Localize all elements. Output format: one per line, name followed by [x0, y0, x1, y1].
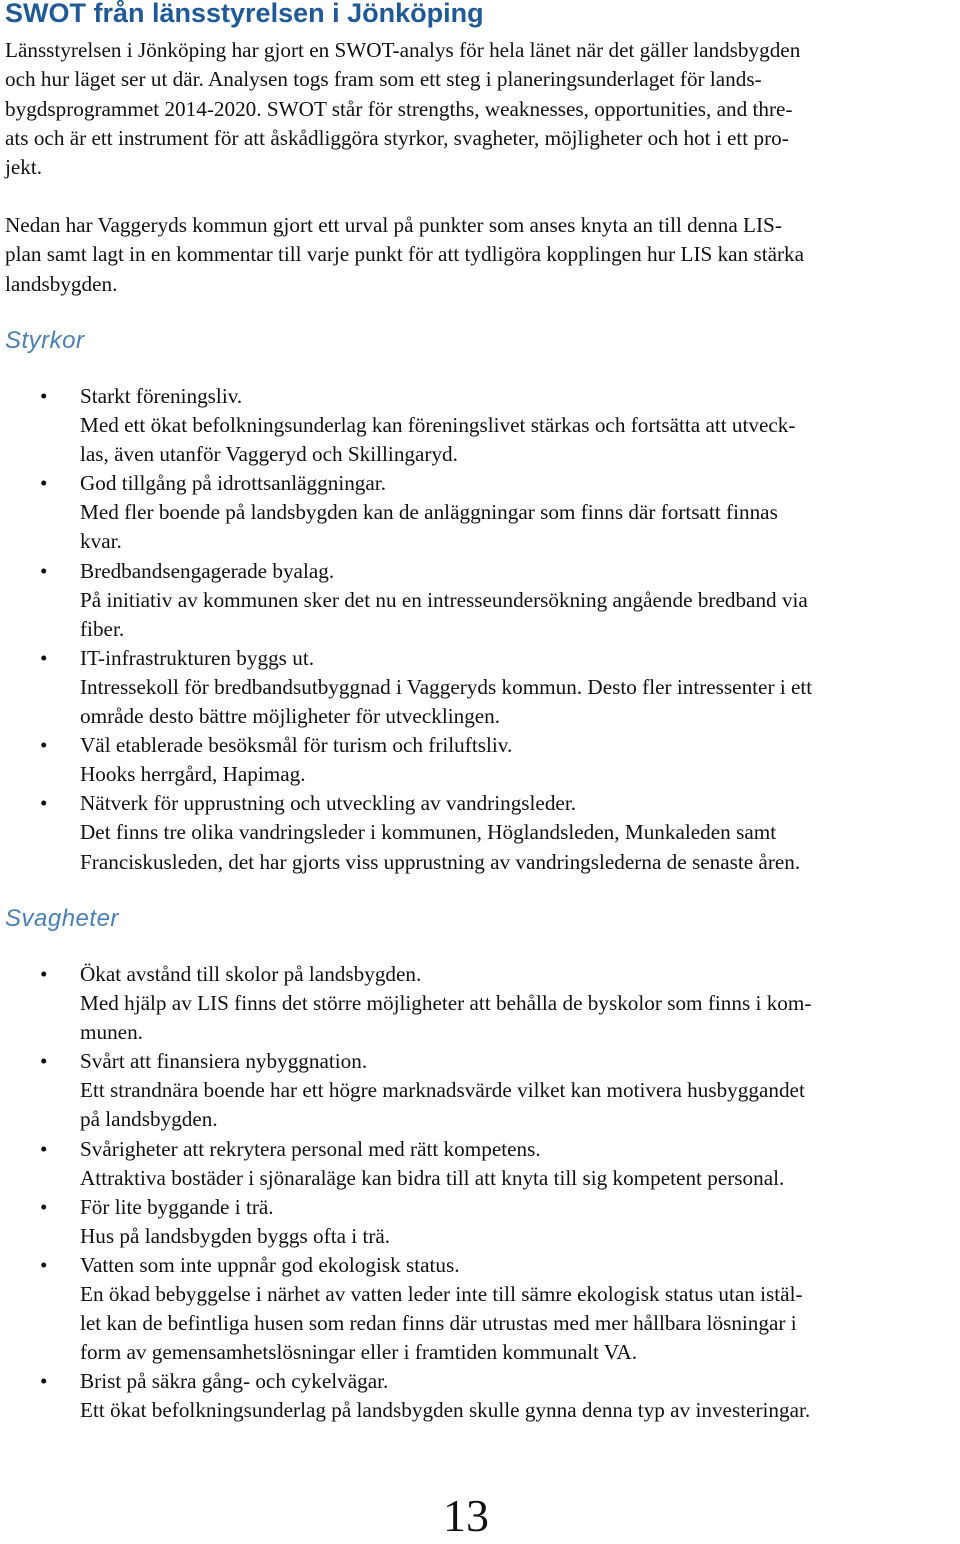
- selection-line: Nedan har Vaggeryds kommun gjort ett urval på punkter som anses knyta an till denna LIS-: [5, 213, 782, 237]
- selection-line: plan samt lagt in en kommentar till varje punkt för att tydligöra kopplingen hur LIS kan stärka: [5, 242, 805, 267]
- list-item: [0, 1193, 960, 1251]
- item-comment: Det finns tre olika vandringsleder i kommunen, Höglandsleden, Munkaleden samt: [80, 820, 777, 845]
- page-title: SWOT från länsstyrelsen i Jönköping: [5, 0, 484, 28]
- list-item: [0, 789, 960, 876]
- item-comment: Hus på landsbygden byggs ofta i trä.: [80, 1223, 391, 1248]
- list-item: [0, 1047, 960, 1134]
- bullet-icon: •: [40, 1194, 48, 1219]
- item-comment: Ett strandnära boende har ett högre marknadsvärde vilket kan motivera husbyggandet: [80, 1078, 805, 1103]
- list-item: [0, 960, 960, 1047]
- bullet-icon: •: [40, 645, 48, 670]
- intro-line: bygdsprogrammet 2014-2020. SWOT står för strengths, weaknesses, opportunities, and thre-: [5, 96, 793, 121]
- item-comment: Hooks herrgård, Hapimag.: [80, 762, 306, 787]
- item-comment: fiber.: [80, 616, 125, 641]
- bullet-icon: •: [40, 791, 48, 816]
- bullet-icon: •: [40, 1369, 48, 1394]
- list-item: [0, 1135, 960, 1193]
- bullet-icon: •: [40, 1136, 48, 1161]
- bullet-icon: •: [40, 471, 48, 496]
- item-comment: Attraktiva bostäder i sjönaraläge kan bidra till att knyta till sig kompetent personal.: [80, 1165, 785, 1190]
- item-comment: Ett ökat befolkningsunderlag på landsbygden skulle gynna denna typ av investeringar.: [80, 1398, 811, 1423]
- item-title: För lite byggande i trä.: [80, 1194, 274, 1219]
- item-comment: En ökad bebyggelse i närhet av vatten leder inte till sämre ekologisk status utan istäl-: [80, 1282, 803, 1307]
- item-comment: munen.: [80, 1020, 143, 1045]
- list-item: [0, 382, 960, 469]
- item-comment: let kan de befintliga husen som redan finns där utrustas med mer hållbara lösningar i: [80, 1311, 797, 1336]
- item-comment: las, även utanför Vaggeryd och Skillingaryd.: [80, 442, 458, 467]
- item-title: Svårigheter att rekrytera personal med rätt kompetens.: [80, 1136, 541, 1161]
- item-comment: På initiativ av kommunen sker det nu en intresseundersökning angående bredband via: [80, 587, 808, 612]
- item-title: Nätverk för upprustning och utveckling av vandringsleder.: [80, 791, 577, 816]
- list-item: [0, 557, 960, 644]
- item-title: Brist på säkra gång- och cykelvägar.: [80, 1369, 389, 1394]
- item-title: IT-infrastrukturen byggs ut.: [80, 645, 315, 670]
- intro-paragraph: [5, 36, 960, 182]
- list-item: [0, 1251, 960, 1367]
- item-comment: område desto bättre möjligheter för utvecklingen.: [80, 704, 501, 729]
- item-comment: kvar.: [80, 529, 122, 554]
- item-title: Vatten som inte uppnår god ekologisk status.: [80, 1252, 460, 1277]
- intro-line: Länsstyrelsen i Jönköping har gjort en SWOT-analys för hela länet när det gäller landsbygden: [5, 38, 801, 62]
- item-title: Ökat avstånd till skolor på landsbygden.: [80, 962, 422, 986]
- item-title: Väl etablerade besöksmål för turism och friluftsliv.: [80, 733, 513, 758]
- styrkor-list: [0, 382, 960, 877]
- section-heading-svagheter: Svagheter: [5, 905, 119, 932]
- item-title: Svårt att finansiera nybyggnation.: [80, 1049, 368, 1074]
- intro-line: och hur läget ser ut där. Analysen togs fram som ett steg i planeringsunderlaget för lands-: [5, 67, 762, 92]
- section-heading-styrkor: Styrkor: [5, 327, 85, 354]
- selection-paragraph: [5, 211, 960, 299]
- selection-line: landsbygden.: [5, 271, 118, 296]
- list-item: [0, 731, 960, 789]
- intro-line: jekt.: [5, 155, 43, 180]
- intro-line: ats och är ett instrument för att åskådliggöra styrkor, svagheter, möjligheter och hot i ett pro-: [5, 125, 789, 150]
- item-comment: Franciskusleden, det har gjorts viss upprustning av vandringslederna de senaste åren.: [80, 849, 801, 874]
- item-comment: Med fler boende på landsbygden kan de anläggningar som finns där fortsatt finnas: [80, 500, 778, 525]
- bullet-icon: •: [40, 384, 48, 408]
- bullet-icon: •: [40, 962, 48, 986]
- bullet-icon: •: [40, 733, 48, 758]
- list-item: [0, 469, 960, 556]
- bullet-icon: •: [40, 1252, 48, 1277]
- bullet-icon: •: [40, 558, 48, 583]
- svagheter-list: [0, 960, 960, 1426]
- list-item: [0, 1367, 960, 1425]
- item-comment: Intressekoll för bredbandsutbyggnad i Vaggeryds kommun. Desto fler intressenter i ett: [80, 674, 813, 699]
- bullet-icon: •: [40, 1049, 48, 1074]
- item-comment: form av gemensamhetslösningar eller i framtiden kommunalt VA.: [80, 1340, 638, 1365]
- item-comment: Med ett ökat befolkningsunderlag kan föreningslivet stärkas och fortsätta att utveck-: [80, 413, 796, 438]
- item-comment: Med hjälp av LIS finns det större möjligheter att behålla de byskolor som finns i kom-: [80, 991, 812, 1016]
- item-title: Starkt föreningsliv.: [80, 384, 243, 408]
- item-title: God tillgång på idrottsanläggningar.: [80, 471, 386, 496]
- item-comment: på landsbygden.: [80, 1107, 218, 1132]
- page-number: 13: [443, 1490, 489, 1541]
- item-title: Bredbandsengagerade byalag.: [80, 558, 335, 583]
- list-item: [0, 644, 960, 731]
